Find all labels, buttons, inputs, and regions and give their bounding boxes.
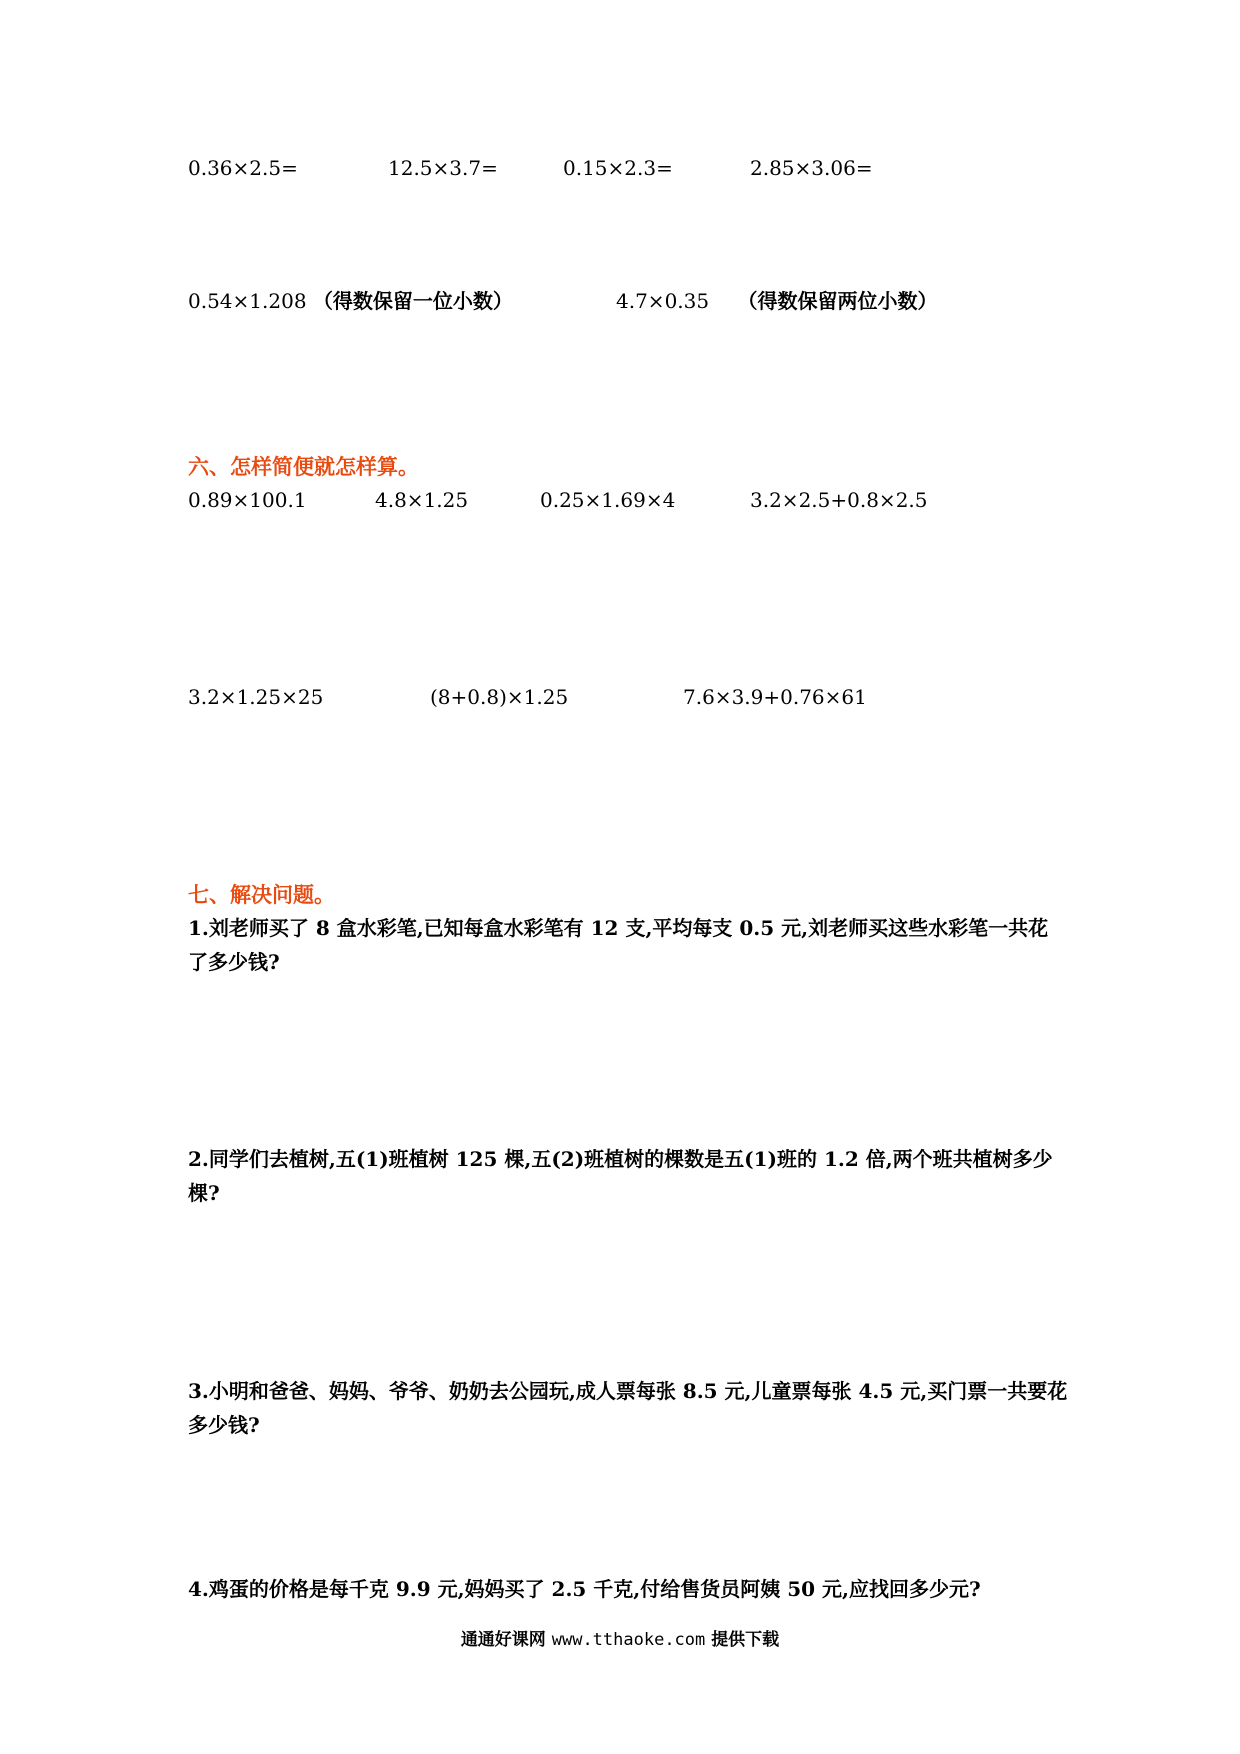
problem-1: 1.刘老师买了 8 盒水彩笔,已知每盒水彩笔有 12 支,平均每支 0.5 元,刘老师买这些水彩笔一共花了多少钱? (188, 916, 1049, 974)
s6-expr-r1-1: 0.89×100.1 (188, 488, 307, 512)
expr-r2-1-text: 0.54×1.208 (188, 289, 307, 313)
expr-r2-1 (188, 286, 513, 316)
s6-expr-r2-3: 7.6×3.9+0.76×61 (683, 685, 867, 709)
s6-expr-r2-1: 3.2×1.25×25 (188, 685, 324, 709)
problem-2: 2.同学们去植树,五(1)班植树 125 棵,五(2)班植树的棵数是五(1)班的 1.2 倍,两个班共植树多少棵? (188, 1147, 1053, 1205)
section6-title: 六、怎样简便就怎样算。 (188, 454, 419, 479)
problem-3: 3.小明和爸爸、妈妈、爷爷、奶奶去公园玩,成人票每张 8.5 元,儿童票每张 4.5 元,买门票一共要花多少钱? (188, 1379, 1068, 1437)
expr-r2-2 (616, 286, 937, 316)
expr-r2-2-note: （得数保留两位小数） (737, 289, 938, 313)
s6-expr-r2-2: (8+0.8)×1.25 (430, 685, 569, 709)
expr-r1-2: 12.5×3.7= (388, 156, 498, 180)
s6-expr-r1-4: 3.2×2.5+0.8×2.5 (750, 488, 928, 512)
problem-4: 4.鸡蛋的价格是每千克 9.9 元,妈妈买了 2.5 千克,付给售货员阿姨 50 元,应找回多少元? (188, 1577, 981, 1601)
section7-title: 七、解决问题。 (188, 882, 335, 907)
expr-r2-1-note: （得数保留一位小数） (312, 289, 513, 313)
expr-r1-1: 0.36×2.5= (188, 156, 298, 180)
expr-r2-2-text: 4.7×0.35 (616, 289, 710, 313)
s6-expr-r1-3: 0.25×1.69×4 (540, 488, 676, 512)
footer-prefix: 通通好课网 (460, 1630, 546, 1650)
expr-r1-4: 2.85×3.06= (750, 156, 873, 180)
footer (0, 1627, 1240, 1653)
expr-r1-3: 0.15×2.3= (563, 156, 673, 180)
s6-expr-r1-2: 4.8×1.25 (375, 488, 469, 512)
footer-site: www.tthaoke.com (551, 1630, 706, 1650)
footer-suffix: 提供下载 (711, 1630, 780, 1650)
